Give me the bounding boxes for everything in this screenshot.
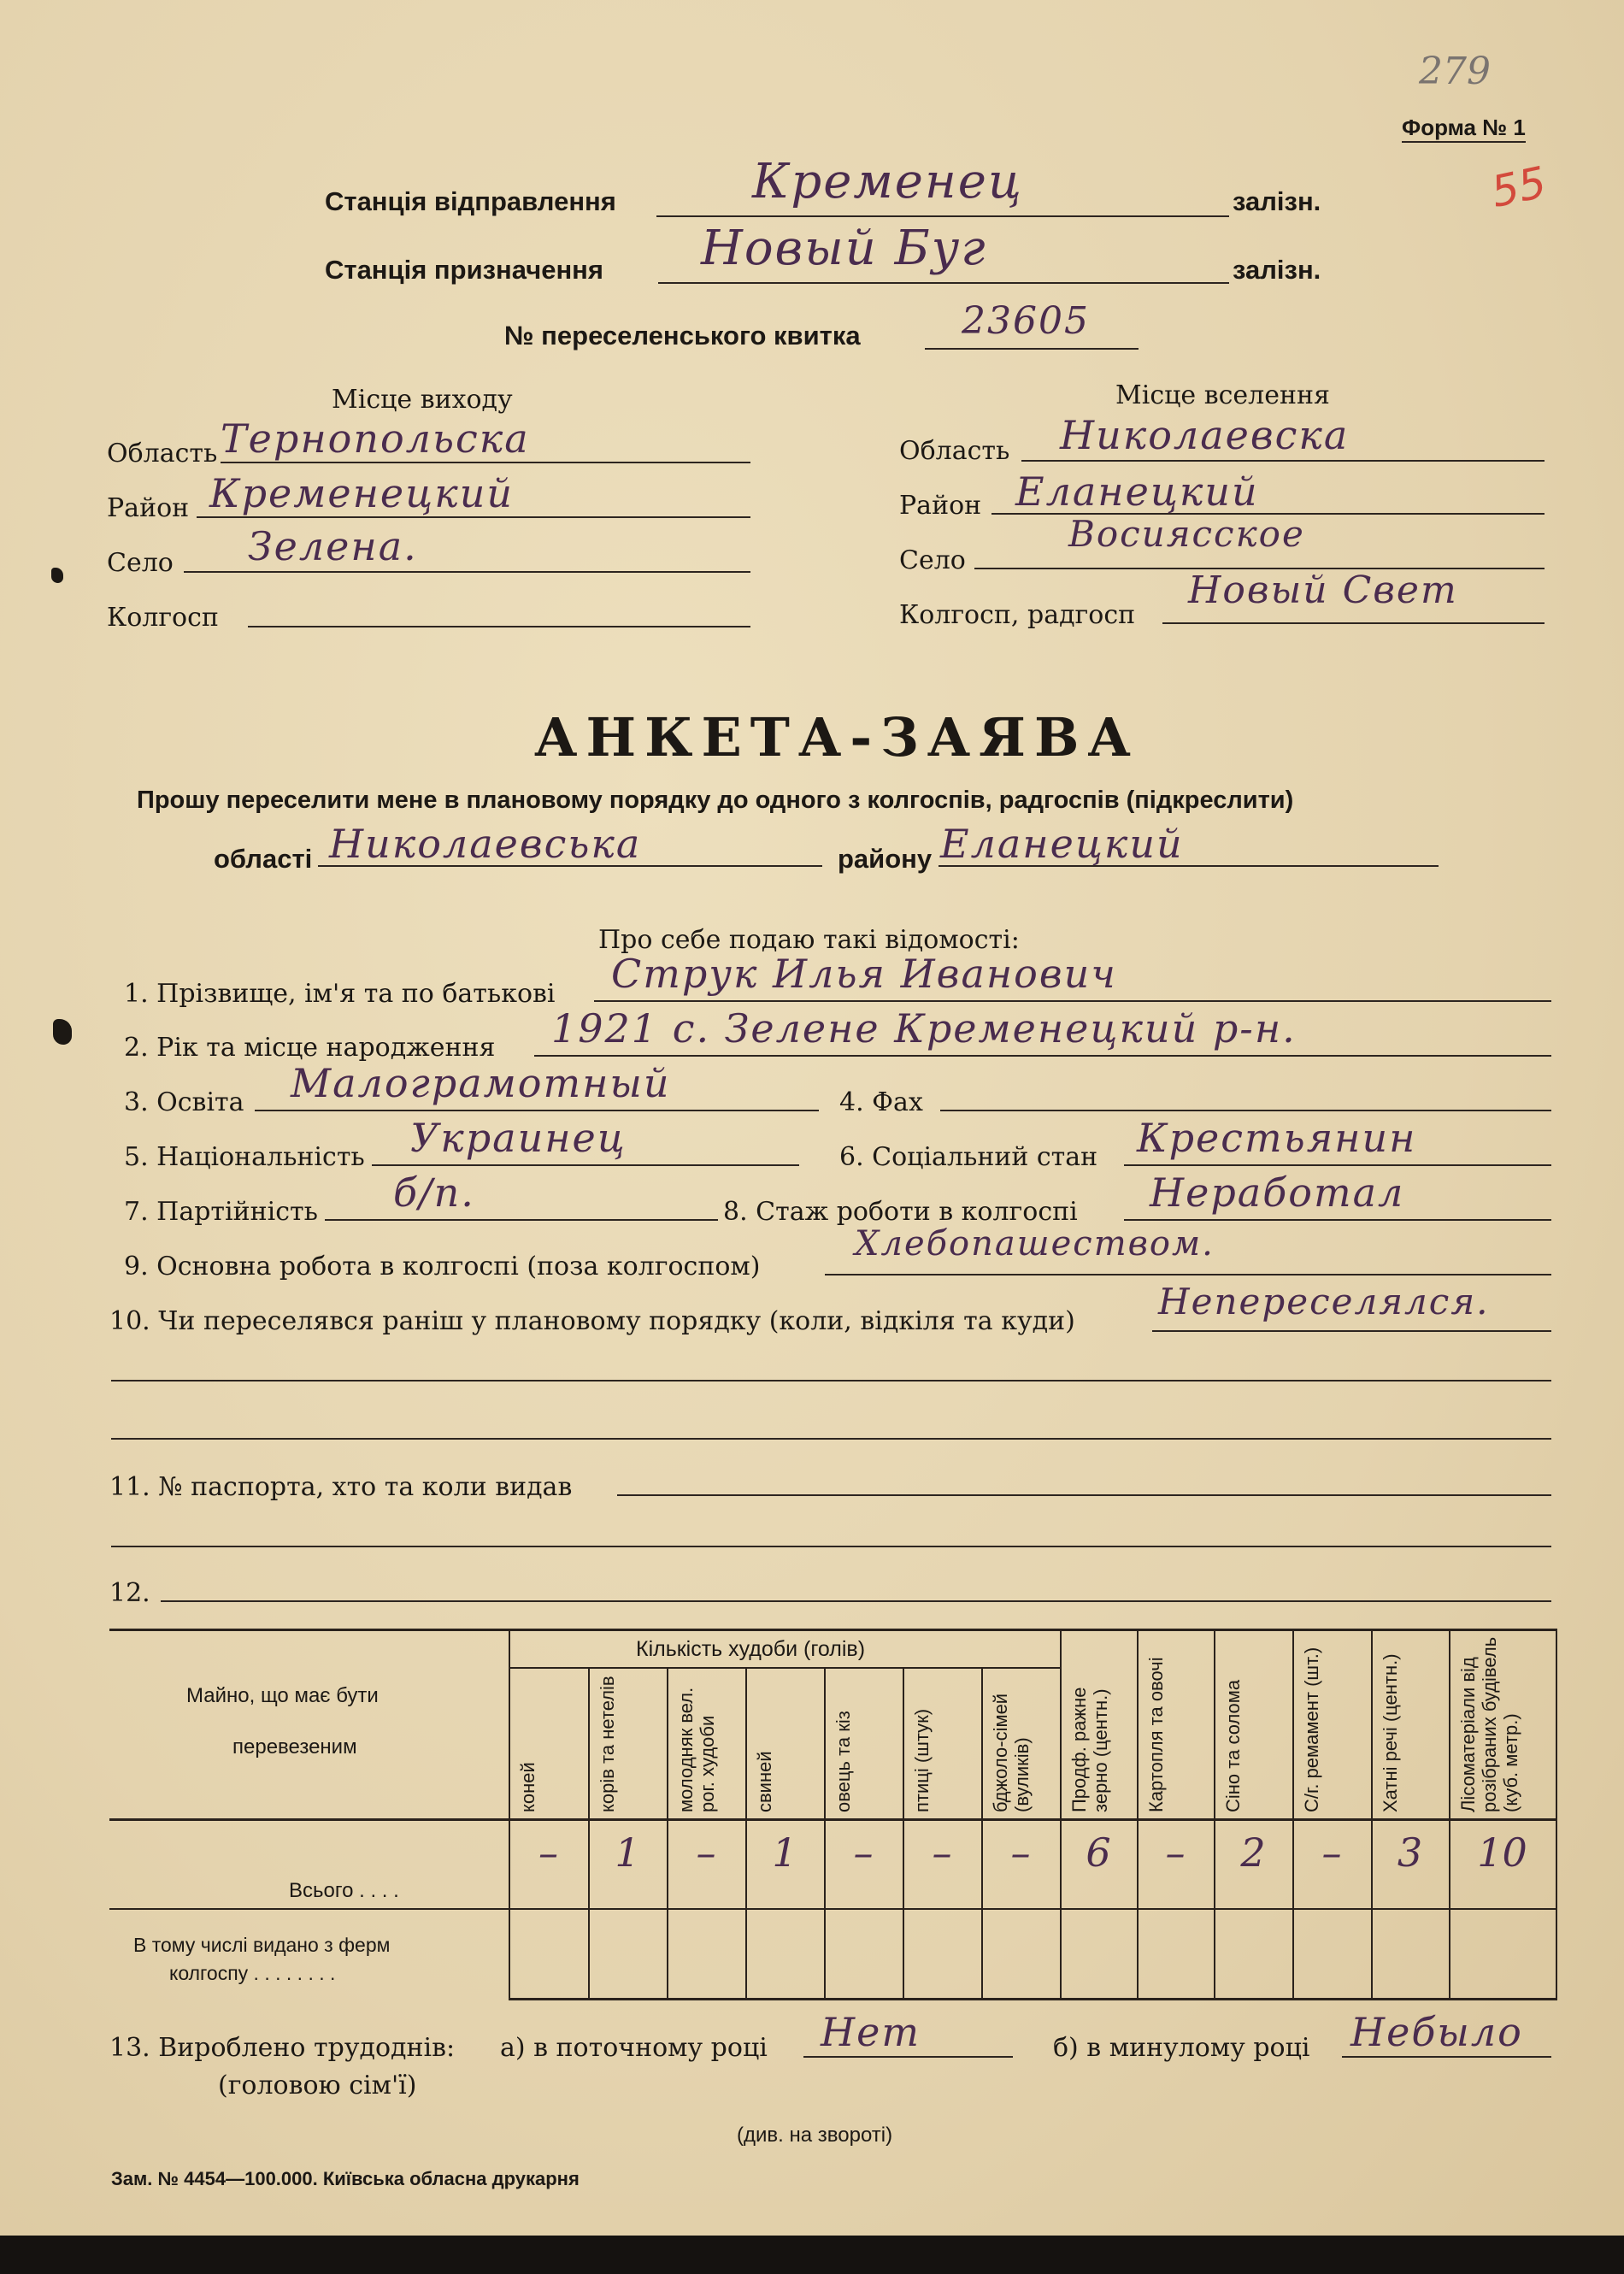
total-value-cell: –: [1010, 1829, 1031, 1876]
departure-label: Станція відправлення: [325, 186, 616, 216]
table-column-header: молодняк вел. рог. худоби: [675, 1687, 718, 1812]
table-column-line: [667, 1667, 668, 2000]
q13-sublabel: (головою сім'ї): [218, 2071, 417, 2100]
q13-last-value: Небыло: [1350, 2009, 1523, 2055]
table-column-line: [1371, 1629, 1373, 2000]
table-column-line: [745, 1667, 747, 2000]
archive-number: 279: [1419, 50, 1491, 93]
q8-label: 8. Стаж роботи в колгоспі: [723, 1197, 1078, 1227]
q6-value: Крестьянин: [1137, 1115, 1417, 1161]
table-column-line: [1060, 1629, 1062, 2000]
q5-line: [372, 1164, 799, 1166]
property-label-1: Майно, що має бути: [186, 1684, 379, 1707]
printer-footer: Зам. № 4454—100.000. Київська обласна друкарня: [111, 2168, 580, 2189]
total-value-cell: –: [696, 1829, 716, 1876]
total-value-cell: 3: [1397, 1829, 1423, 1876]
q8-line: [1124, 1219, 1551, 1221]
q3-line: [255, 1110, 819, 1111]
table-top-border: [109, 1629, 1556, 1631]
total-value-cell: 2: [1240, 1829, 1266, 1876]
table-column-line: [1292, 1629, 1294, 2000]
origin-oblast-value: Тернопольска: [221, 415, 530, 462]
total-value-cell: 1: [615, 1829, 640, 1876]
q11-line: [617, 1494, 1551, 1496]
request-oblast-value: Николаевська: [329, 821, 642, 867]
q9-label: 9. Основна робота в колгоспі (поза колгоспом): [124, 1252, 761, 1281]
destination-station-label: Станція призначення: [325, 255, 603, 285]
farm-row-label-2: колгоспу . . . . . . . .: [169, 1962, 336, 1984]
origin-kolhosp-line: [248, 626, 750, 627]
total-value-cell: 1: [772, 1829, 797, 1876]
dest-kolhosp-line: [1162, 622, 1545, 624]
table-column-header: бджоло-сімей (вуликів): [990, 1693, 1033, 1812]
q5-value: Украинец: [410, 1115, 627, 1161]
punch-hole: [53, 1019, 72, 1045]
dest-selo-label: Село: [899, 545, 966, 575]
origin-kolhosp-label: Колгосп: [107, 603, 219, 633]
total-value-cell: –: [1321, 1829, 1342, 1876]
q1-label: 1. Прізвище, ім'я та по батькові: [124, 979, 556, 1009]
q7-value: б/п.: [393, 1169, 475, 1216]
dest-oblast-value: Николаевска: [1060, 412, 1350, 458]
form-title: АНКЕТА-ЗАЯВА: [534, 706, 1139, 769]
destination-heading: Місце вселення: [1115, 380, 1330, 410]
table-column-header: овець та кіз: [833, 1711, 854, 1812]
ticket-line: [925, 348, 1139, 350]
table-column-line: [824, 1667, 826, 2000]
livestock-header-divider: [509, 1667, 1060, 1669]
request-raion-value: Еланецкий: [940, 821, 1184, 867]
q7-line: [325, 1219, 718, 1221]
total-value-cell: –: [1165, 1829, 1186, 1876]
intro-text: Про себе подаю такі відомості:: [598, 925, 1020, 955]
total-value-cell: –: [932, 1829, 952, 1876]
ticket-label: № переселенського квитка: [504, 321, 861, 351]
origin-selo-line: [184, 571, 750, 573]
q2-label: 2. Рік та місце народження: [124, 1033, 496, 1063]
total-value-cell: –: [538, 1829, 558, 1876]
q13-current-line: [803, 2056, 1013, 2058]
q1-line: [594, 1000, 1551, 1002]
q11-extra-line: [111, 1546, 1551, 1547]
table-column-line: [1214, 1629, 1215, 2000]
origin-raion-line: [197, 516, 750, 518]
q5-label: 5. Національність: [124, 1142, 365, 1172]
total-value-cell: –: [853, 1829, 874, 1876]
table-column-line: [509, 1629, 510, 2000]
q6-line: [1124, 1164, 1551, 1166]
origin-heading: Місце виходу: [332, 385, 513, 415]
farm-row-label-1: В тому числі видано з ферм: [133, 1934, 391, 1956]
departure-value: Кременец: [752, 154, 1023, 209]
q10-label: 10. Чи переселявся раніш у плановому порядку (коли, відкіля та куди): [109, 1306, 1075, 1336]
table-column-line: [1137, 1629, 1139, 2000]
q10-value: Непереселялся.: [1158, 1281, 1490, 1323]
table-column-line: [588, 1667, 590, 2000]
table-bottom-border: [509, 1998, 1556, 2000]
q9-line: [825, 1274, 1551, 1275]
dest-oblast-label: Область: [899, 436, 1010, 466]
origin-selo-value: Зелена.: [248, 523, 418, 569]
q12-label: 12.: [109, 1578, 150, 1608]
table-column-line: [1449, 1629, 1450, 2000]
q4-line: [940, 1110, 1551, 1111]
origin-raion-value: Кременецкий: [209, 470, 514, 516]
q1-value: Струк Илья Иванович: [611, 951, 1117, 997]
q11-label: 11. № паспорта, хто та коли видав: [109, 1472, 573, 1502]
red-number-mark: 55: [1486, 157, 1550, 217]
table-column-header: С/г. ремамент (шт.): [1301, 1647, 1322, 1812]
q13-current-label: а) в поточному році: [500, 2033, 768, 2063]
table-column-line: [981, 1667, 983, 2000]
dest-raion-label: Район: [899, 491, 982, 521]
destination-station-line: [658, 282, 1229, 284]
request-oblast-label: області: [214, 844, 313, 874]
total-row-label: Всього . . . .: [289, 1879, 399, 1902]
departure-rail-suffix: залізн.: [1233, 186, 1321, 216]
origin-raion-label: Район: [107, 493, 190, 523]
q9-value: Хлебопашеством.: [855, 1224, 1215, 1264]
request-raion-label: району: [838, 844, 933, 874]
q2-value: 1921 с. Зелене Кременецкий р-н.: [551, 1005, 1297, 1052]
scan-bottom-edge: [0, 2236, 1624, 2274]
q6-label: 6. Соціальний стан: [839, 1142, 1098, 1172]
departure-line: [656, 215, 1229, 217]
table-column-header: свиней: [754, 1751, 775, 1812]
q10-extra-line-2: [111, 1438, 1551, 1440]
dest-raion-value: Еланецкий: [1015, 468, 1259, 515]
table-row-divider: [509, 1908, 1556, 1910]
q4-label: 4. Фах: [839, 1087, 923, 1117]
origin-selo-label: Село: [107, 548, 174, 578]
total-value-cell: 10: [1477, 1829, 1527, 1876]
table-column-header: Сіно та солома: [1222, 1679, 1244, 1812]
q3-value: Малограмотный: [291, 1060, 671, 1106]
table-column-header: корів та нетелів: [597, 1676, 618, 1812]
request-text: Прошу переселити мене в плановому порядку до одного з колгоспів, радгоспів (підкреслити): [137, 786, 1294, 814]
dest-selo-value: Восиясское: [1068, 513, 1305, 555]
table-column-header: Лісоматеріали від розібраних будівель (куб. метр.): [1457, 1636, 1521, 1812]
form-label: Форма № 1: [1402, 115, 1526, 143]
property-label-2: перевезеним: [232, 1735, 357, 1759]
see-back-note: (див. на звороті): [737, 2124, 893, 2147]
table-column-header: Продф. ражне зерно (центн.): [1068, 1687, 1111, 1812]
q13-label: 13. Вироблено трудоднів:: [109, 2033, 456, 2063]
origin-oblast-line: [221, 462, 750, 463]
livestock-header: Кількість худоби (голів): [636, 1637, 866, 1661]
ticket-number: 23605: [962, 299, 1090, 343]
table-row-divider-left: [109, 1908, 509, 1910]
punch-hole: [51, 568, 63, 583]
destination-rail-suffix: залізн.: [1233, 255, 1321, 285]
dest-oblast-line: [1021, 460, 1545, 462]
table-right-border: [1556, 1629, 1557, 2000]
table-column-header: Картопля та овочі: [1145, 1657, 1167, 1812]
q2-line: [534, 1055, 1551, 1057]
dest-kolhosp-value: Новый Свет: [1188, 568, 1458, 612]
q13-last-label: б) в минулому році: [1053, 2033, 1310, 2063]
table-column-line: [903, 1667, 904, 2000]
table-column-header: Хатні речі (центн.): [1380, 1653, 1401, 1812]
q10-extra-line-1: [111, 1380, 1551, 1381]
origin-oblast-label: Область: [107, 439, 218, 468]
dest-kolhosp-label: Колгосп, радгосп: [899, 600, 1136, 630]
q13-last-line: [1342, 2056, 1551, 2058]
destination-station-value: Новый Буг: [701, 221, 987, 276]
table-header-bottom: [109, 1818, 1556, 1821]
total-value-cell: 6: [1086, 1829, 1111, 1876]
q8-value: Неработал: [1150, 1169, 1405, 1216]
q7-label: 7. Партійність: [124, 1197, 318, 1227]
q10-line: [1152, 1330, 1551, 1332]
table-column-header: птиці (штук): [911, 1708, 933, 1812]
q3-label: 3. Освіта: [124, 1087, 244, 1117]
q13-current-value: Нет: [821, 2009, 921, 2055]
table-column-header: коней: [517, 1762, 538, 1812]
q12-line: [161, 1600, 1551, 1602]
